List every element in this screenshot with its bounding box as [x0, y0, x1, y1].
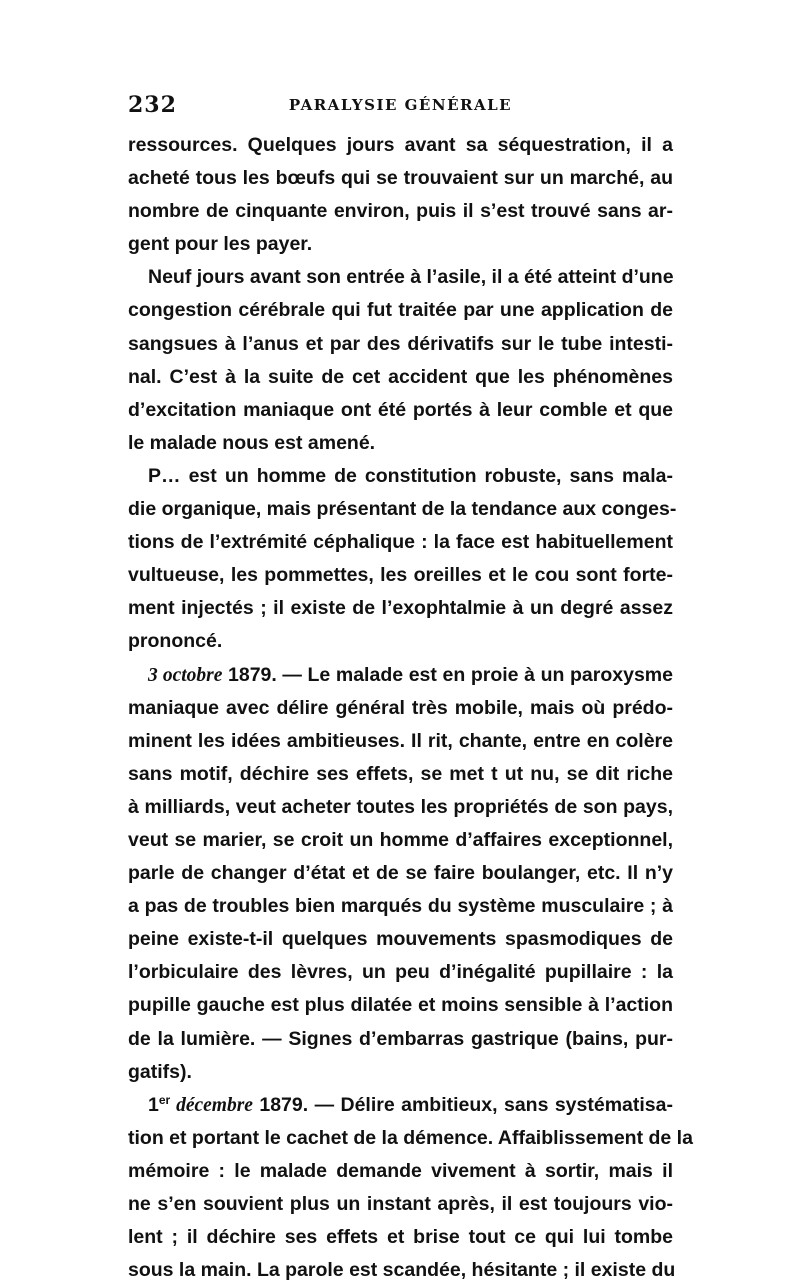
text-line: [128, 625, 673, 658]
line-text: congestion cérébrale qui fut traitée par une application de: [128, 299, 673, 322]
text-line: [128, 592, 673, 625]
line-text: à milliards, veut acheter toutes les propriétés de son pays,: [128, 795, 673, 818]
body-text: [128, 129, 693, 1287]
text-line: [128, 857, 673, 890]
line-text: mémoire : le malade demande vivement à sortir, mais il: [128, 1159, 673, 1182]
page-number: 232: [128, 92, 177, 118]
text-line: [128, 989, 673, 1022]
line-text: pupille gauche est plus dilatée et moins sensible à l’action: [128, 994, 673, 1017]
text-line: [128, 195, 673, 228]
line-text: 1879. — Le malade est en proie à un paroxysme: [222, 663, 673, 686]
line-text: peine existe-t-il quelques mouvements spasmodiques de: [128, 928, 673, 951]
date-italic: 3 octobre: [148, 664, 223, 686]
date-italic: décembre: [170, 1094, 253, 1116]
text-line: [128, 659, 673, 692]
date-ordinal: er: [158, 1092, 171, 1107]
line-text: parle de changer d’état et de se faire boulanger, etc. Il n’y: [128, 862, 673, 885]
text-line: [128, 228, 673, 261]
line-text: nombre de cinquante environ, puis il s’est trouvé sans ar-: [128, 200, 673, 223]
text-line: [128, 294, 673, 327]
page-header: [128, 92, 673, 122]
line-text: maniaque avec délire général très mobile, mais où prédo-: [128, 696, 673, 719]
line-text: vultueuse, les pommettes, les oreilles et le cou sont forte-: [128, 564, 673, 587]
text-line: [128, 427, 673, 460]
line-text: d’excitation maniaque ont été portés à leur comble et que: [128, 398, 673, 421]
text-line: [128, 1023, 673, 1056]
line-text: sangsues à l’anus et par des dérivatifs sur le tube intesti-: [128, 332, 673, 355]
text-line: [128, 162, 673, 195]
line-text: lent ; il déchire ses effets et brise tout ce qui lui tombe: [128, 1226, 673, 1249]
line-text: a pas de troubles bien marqués du système musculaire ; à: [128, 895, 673, 918]
line-text: 1879. — Délire ambitieux, sans systématisa-: [252, 1093, 673, 1116]
line-text: ne s’en souvient plus un instant après, il est toujours vio-: [128, 1193, 673, 1215]
text-line: [128, 692, 673, 725]
text-line: [128, 890, 673, 923]
text-line: [128, 493, 677, 526]
line-text: die organique, mais présentant de la tendance aux conges-: [128, 498, 677, 521]
text-line: [128, 1122, 693, 1155]
text-line: [128, 328, 673, 361]
line-text: de la lumière. — Signes d’embarras gastrique (bains, pur-: [128, 1027, 673, 1050]
text-line: [128, 791, 673, 824]
line-text: veut se marier, se croit un homme d’affaires exceptionnel,: [128, 828, 673, 851]
date-day: 1: [148, 1093, 159, 1116]
text-line: [128, 361, 673, 394]
line-text: ment injectés ; il existe de l’exophtalmie à un degré assez: [128, 597, 673, 620]
text-line: [128, 725, 673, 758]
text-line: [128, 824, 673, 857]
text-line: [128, 923, 673, 956]
text-line: [128, 1155, 673, 1188]
text-line: [128, 261, 673, 294]
text-line: [128, 559, 673, 592]
text-line: [128, 758, 673, 791]
text-line: [128, 1056, 673, 1089]
line-text: P… est un homme de constitution robuste, sans mala-: [148, 464, 673, 487]
line-text: le malade nous est amené.: [128, 431, 376, 454]
line-text: gatifs).: [128, 1060, 192, 1083]
line-text: nal. C’est à la suite de cet accident que les phénomènes: [128, 365, 673, 388]
line-text: Neuf jours avant son entrée à l’asile, il a été atteint d’une: [148, 266, 674, 289]
text-line: [128, 526, 673, 559]
line-text: minent les idées ambitieuses. Il rit, chante, entre en colère: [128, 729, 673, 752]
line-text: tions de l’extrémité céphalique : la face est habituellement: [128, 531, 673, 554]
line-text: prononcé.: [128, 630, 223, 653]
text-line: [128, 1188, 673, 1221]
line-text: acheté tous les bœufs qui se trouvaient sur un marché, au: [128, 167, 673, 190]
text-line: [128, 129, 673, 162]
running-title: PARALYSIE GÉNÉRALE: [288, 96, 513, 114]
text-line: [128, 1089, 673, 1122]
line-text: tion et portant le cachet de la démence. Affaiblissement de la: [128, 1126, 693, 1149]
text-line: [128, 1221, 673, 1254]
line-text: sous la main. La parole est scandée, hésitante ; il existe du: [128, 1259, 676, 1282]
line-text: l’orbiculaire des lèvres, un peu d’inégalité pupillaire : la: [128, 961, 673, 984]
line-text: sans motif, déchire ses effets, se met t ut nu, se dit riche: [128, 762, 673, 785]
text-line: [128, 1254, 676, 1287]
text-line: [128, 394, 673, 427]
text-line: [128, 956, 673, 989]
line-text: ressources. Quelques jours avant sa séquestration, il a: [128, 134, 673, 156]
line-text: gent pour les payer.: [128, 233, 313, 256]
text-line: [128, 460, 673, 493]
